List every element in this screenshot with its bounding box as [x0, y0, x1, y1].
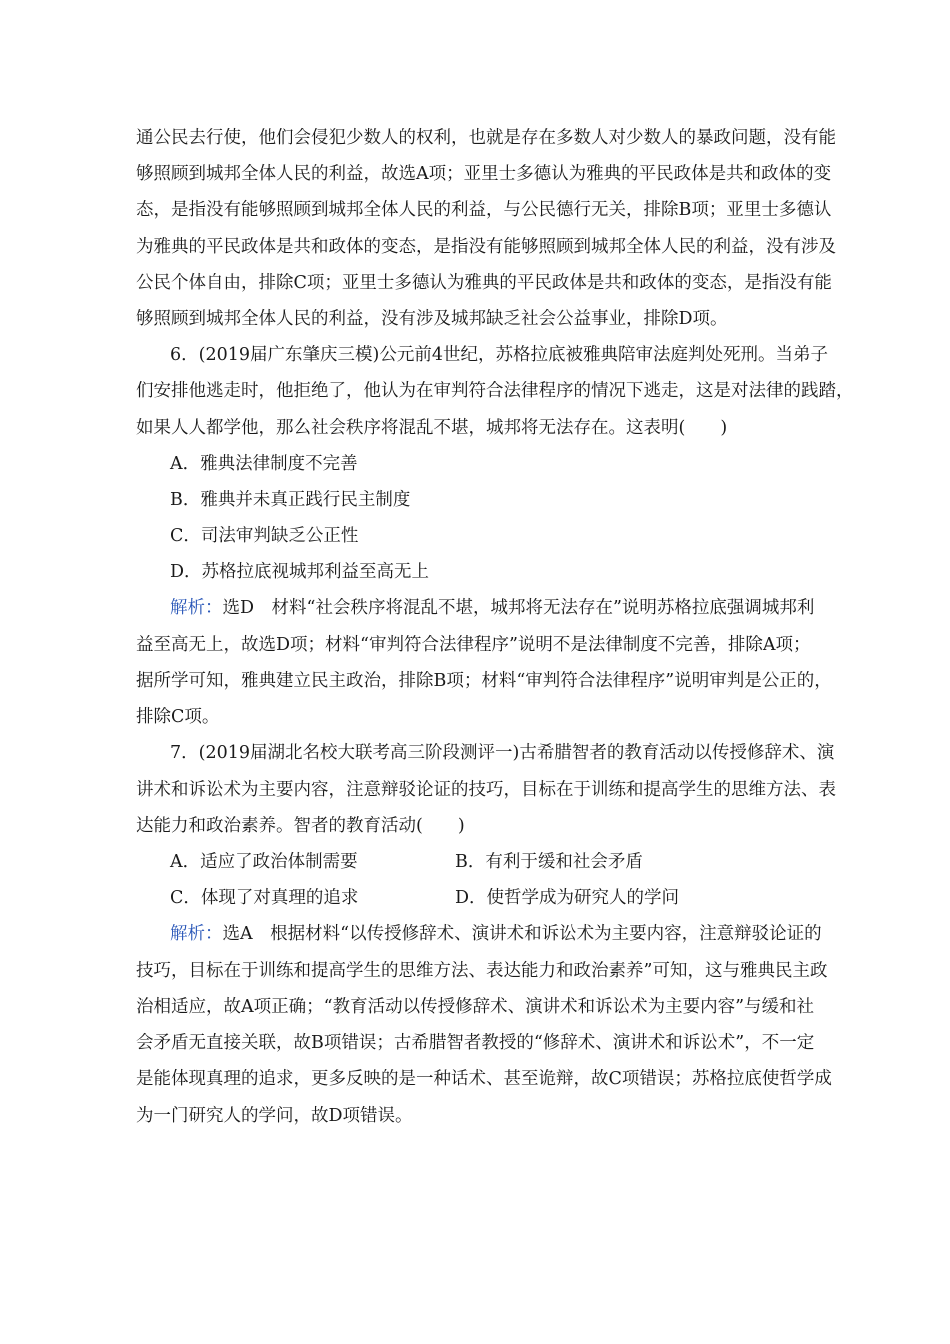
- question-7-stem: 讲术和诉讼术为主要内容，注意辩驳论证的技巧，目标在于训练和提高学生的思维方法、表: [136, 780, 836, 800]
- question-6-stem: 6．(2019届广东肇庆三模)公元前4世纪，苏格拉底被雅典陪审法庭判处死刑。当弟子: [170, 345, 828, 365]
- analysis-label: 解析：: [170, 924, 223, 944]
- analysis-label: 解析：: [170, 598, 223, 618]
- text-line: 为雅典的平民政体是共和政体的变态，是指没有能够照顾到城邦全体人民的利益，没有涉及: [136, 237, 836, 257]
- analysis-text: 选D 材料“社会秩序将混乱不堪，城邦将无法存在”说明苏格拉底强调城邦利: [222, 598, 815, 618]
- question-6-option-c: C．司法审判缺乏公正性: [170, 526, 359, 546]
- text-line: 通公民去行使，他们会侵犯少数人的权利，也就是存在多数人对少数人的暴政问题，没有能: [136, 128, 836, 148]
- text-line: 够照顾到城邦全体人民的利益，故选A项；亚里士多德认为雅典的平民政体是共和政体的变: [136, 164, 832, 184]
- question-7-analysis: 治相适应，故A项正确；“教育活动以传授修辞术、演讲术和诉讼术为主要内容”与缓和社: [136, 997, 815, 1017]
- question-7-option-a: A．适应了政治体制需要: [170, 852, 358, 872]
- question-7-stem: 达能力和政治素养。智者的教育活动( ): [136, 816, 465, 836]
- question-6-stem: 如果人人都学他，那么社会秩序将混乱不堪，城邦将无法存在。这表明( ): [136, 418, 728, 438]
- question-7-analysis: 是能体现真理的追求，更多反映的是一种话术、甚至诡辩，故C项错误；苏格拉底使哲学成: [136, 1069, 832, 1089]
- question-7-analysis: 会矛盾无直接关联，故B项错误；古希腊智者教授的“修辞术、演讲术和诉讼术”，不一定: [136, 1033, 815, 1053]
- question-7-option-c: C．体现了对真理的追求: [170, 888, 359, 908]
- question-6-analysis: [170, 596, 814, 620]
- question-6-stem: 们安排他逃走时，他拒绝了，他认为在审判符合法律程序的情况下逃走，这是对法律的践踏，: [136, 381, 854, 401]
- question-7-analysis: [170, 922, 822, 946]
- analysis-text: 选A 根据材料“以传授修辞术、演讲术和诉讼术为主要内容，注意辩驳论证的: [222, 924, 822, 944]
- question-6-option-b: B．雅典并未真正践行民主制度: [170, 490, 411, 510]
- text-line: 够照顾到城邦全体人民的利益，没有涉及城邦缺乏社会公益事业，排除D项。: [136, 309, 728, 329]
- question-7-analysis: 为一门研究人的学问，故D项错误。: [136, 1106, 413, 1126]
- question-6-option-d: D．苏格拉底视城邦利益至高无上: [170, 562, 430, 582]
- question-7-option-d: D．使哲学成为研究人的学问: [455, 888, 680, 908]
- question-7-option-b: B．有利于缓和社会矛盾: [455, 852, 643, 872]
- question-6-analysis: 据所学可知，雅典建立民主政治，排除B项；材料“审判符合法律程序”说明审判是公正的，: [136, 671, 832, 691]
- text-line: 公民个体自由，排除C项；亚里士多德认为雅典的平民政体是共和政体的变态，是指没有能: [136, 273, 832, 293]
- question-6-analysis: 益至高无上，故选D项；材料“审判符合法律程序”说明不是法律制度不完善，排除A项；: [136, 635, 811, 655]
- text-line: 态，是指没有能够照顾到城邦全体人民的利益，与公民德行无关，排除B项；亚里士多德认: [136, 200, 832, 220]
- question-7-analysis: 技巧，目标在于训练和提高学生的思维方法、表达能力和政治素养”可知，这与雅典民主政: [136, 961, 828, 981]
- question-7-stem: 7．(2019届湖北名校大联考高三阶段测评一)古希腊智者的教育活动以传授修辞术、演: [170, 743, 835, 763]
- question-6-option-a: A．雅典法律制度不完善: [170, 454, 358, 474]
- question-6-analysis: 排除C项。: [136, 707, 220, 727]
